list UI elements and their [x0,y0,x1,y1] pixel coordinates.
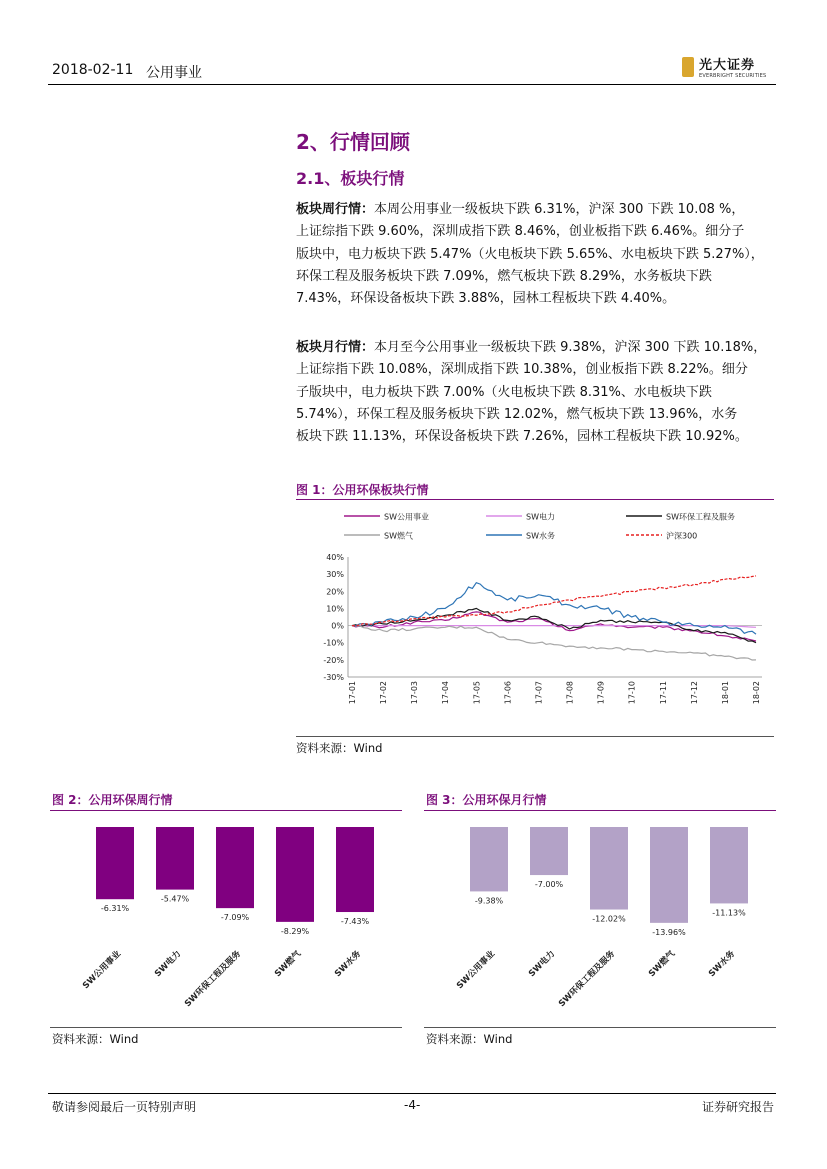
weekly-line: 上证综指下跌 9.60%，深圳成指下跌 8.46%，创业板指下跌 6.46%。细分子 [296,224,745,240]
weekly-bar-0 [96,827,134,899]
x-tick-label: 17-12 [689,681,699,705]
monthly-category-label: SW电力 [527,949,558,980]
figure1-title: 图 1：公用环保板块行情 [296,483,429,497]
figure3-bars [454,827,748,1009]
monthly-line: 5.74%），环保工程及服务板块下跌 12.02%，燃气板块下跌 13.96%，水务 [296,406,738,422]
weekly-value-label: -7.43% [340,917,370,927]
x-tick-label: 18-01 [720,681,730,705]
figure2-source: 资料来源：Wind [52,1032,139,1046]
monthly-value-label: -7.00% [534,880,564,890]
weekly-line: 本周公用事业一级板块下跌 6.31%，沪深 300 下跌 10.08 %， [374,202,745,217]
x-tick-label: 17-02 [379,681,389,705]
x-tick-label: 17-09 [596,681,606,705]
x-tick-label: 17-06 [503,681,513,705]
monthly-line: 子版块中，电力板块下跌 7.00%（火电板块下跌 8.31%、水电板块下跌 [296,384,712,400]
y-tick-label: -30% [323,673,344,682]
monthly-bar-4 [710,827,748,903]
figure1-bottom-rule [296,736,774,737]
monthly-label: 板块月行情： [296,340,375,355]
figure2-rule [50,810,402,811]
monthly-category-label: SW公用事业 [455,949,498,992]
y-tick-label: -10% [323,638,344,648]
figure3-bottom-rule [424,1027,776,1028]
figure1-series [352,576,756,660]
weekly-bar-4 [336,827,374,912]
monthly-line: 板块下跌 11.13%，环保设备板块下跌 7.26%，园林工程板块下跌 10.92%。 [296,429,748,445]
figure3-source: 资料来源：Wind [426,1032,513,1046]
x-tick-label: 17-07 [534,681,544,705]
section-title: 2、行情回顾 [296,130,410,154]
weekly-value-label: -7.09% [220,913,250,923]
footer-disclaimer: 敬请参阅最后一页特别声明 [52,1100,197,1114]
company-logo [682,54,766,79]
figure1-line-chart [296,502,774,734]
x-tick-label: 17-11 [658,681,668,705]
monthly-value-label: -9.38% [474,896,504,906]
legend-label-3: SW燃气 [384,531,413,541]
figure1-rule [296,499,774,500]
y-tick-label: -20% [323,655,344,665]
weekly-category-label: SW环保工程及服务 [183,949,244,1010]
monthly-line: 上证综指下跌 10.08%，深圳成指下跌 10.38%，创业板指下跌 8.22%。细分 [296,362,748,378]
monthly-category-label: SW环保工程及服务 [557,949,618,1010]
legend-label-0: SW公用事业 [384,512,429,522]
weekly-value-label: -6.31% [100,904,130,914]
figure1-legend [344,512,735,541]
weekly-line: 版块中，电力板块下跌 5.47%（火电板块下跌 5.65%、水电板块下跌 5.27%）， [296,246,764,262]
weekly-bar-2 [216,827,254,908]
x-tick-label: 17-04 [441,681,451,705]
weekly-paragraph [296,199,774,310]
weekly-category-label: SW公用事业 [81,949,124,992]
weekly-bar-1 [156,827,194,890]
monthly-bar-0 [470,827,508,891]
weekly-line: 7.43%，环保设备板块下跌 3.88%，园林工程板块下跌 4.40%。 [296,291,676,307]
figure1-axes [323,553,762,704]
monthly-bar-2 [590,827,628,910]
footer-rule [48,1093,776,1094]
x-tick-label: 17-03 [410,681,420,705]
page-number: -4- [404,1098,421,1112]
monthly-value-label: -13.96% [652,927,686,937]
footer-report-type: 证券研究报告 [702,1100,775,1114]
weekly-category-label: SW电力 [153,949,184,980]
weekly-category-label: SW燃气 [273,949,304,980]
legend-label-4: SW水务 [526,531,555,541]
y-tick-label: 0% [331,621,344,631]
weekly-label: 板块周行情： [296,202,375,217]
monthly-value-label: -11.13% [712,908,746,918]
y-tick-label: 10% [326,604,344,614]
section-subtitle: 2.1、板块行情 [296,169,405,188]
report-sector: 公用事业 [146,65,202,81]
line-series-4 [352,583,756,634]
monthly-paragraph [296,337,774,448]
y-tick-label: 40% [326,553,344,562]
monthly-category-label: SW燃气 [647,949,678,980]
legend-label-2: SW环保工程及服务 [666,512,735,522]
figure2-bar-chart [50,812,402,1024]
logo-mark-icon [682,57,694,77]
logo-en-text: EVERBRIGHT SECURITIES [699,73,767,79]
monthly-bar-3 [650,827,688,923]
figure2-bottom-rule [50,1027,402,1028]
y-tick-label: 20% [326,587,344,597]
weekly-line: 环保工程及服务板块下跌 7.09%，燃气板块下跌 8.29%，水务板块下跌 [296,268,712,284]
monthly-category-label: SW水务 [707,949,738,980]
figure1-source: 资料来源：Wind [296,741,383,755]
legend-label-1: SW电力 [526,512,555,522]
figure3-title: 图 3：公用环保月行情 [426,793,547,807]
logo-cn-text: 光大证券 [699,58,756,73]
x-tick-label: 18-02 [752,681,761,705]
figure2-bars [80,827,374,1009]
weekly-bar-3 [276,827,314,922]
x-tick-label: 17-10 [627,681,637,705]
weekly-value-label: -8.29% [280,926,310,936]
legend-label-5: 沪深300 [666,531,698,541]
line-series-5 [352,576,756,626]
figure3-rule [424,810,776,811]
x-tick-label: 17-01 [348,681,357,705]
figure2-title: 图 2：公用环保周行情 [52,793,173,807]
x-tick-label: 17-05 [472,681,482,705]
report-date: 2018-02-11 [52,62,134,78]
weekly-category-label: SW水务 [333,949,364,980]
monthly-value-label: -12.02% [592,914,626,924]
y-tick-label: 30% [326,570,344,580]
weekly-value-label: -5.47% [160,894,190,904]
header-rule [48,84,776,85]
figure3-bar-chart [424,812,776,1024]
x-tick-label: 17-08 [565,681,575,705]
monthly-line: 本月至今公用事业一级板块下跌 9.38%，沪深 300 下跌 10.18%， [374,340,767,355]
monthly-bar-1 [530,827,568,875]
